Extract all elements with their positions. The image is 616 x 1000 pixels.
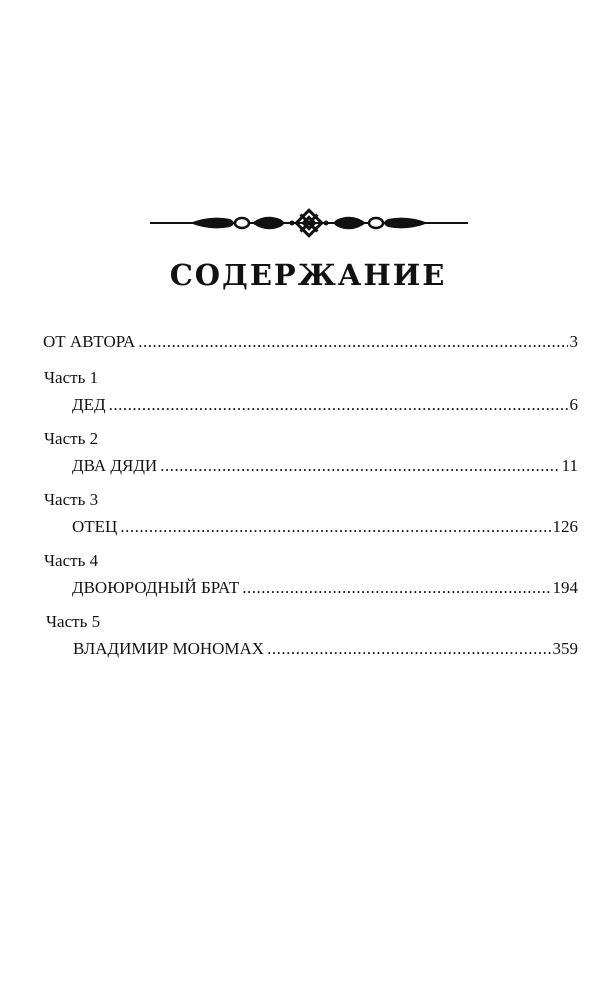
part-heading: Часть 5 <box>46 612 101 631</box>
toc-leader-dots <box>138 332 567 352</box>
toc-leader-dots <box>242 578 550 598</box>
toc-entry[interactable] <box>72 517 578 537</box>
toc-leader-dots <box>160 456 559 476</box>
toc-entry-label: ОТЕЦ <box>72 517 118 536</box>
toc-page-number: 11 <box>561 456 578 475</box>
toc-entry[interactable] <box>72 456 578 476</box>
toc-leader-dots <box>267 639 550 659</box>
toc-leader-dots <box>109 395 568 415</box>
toc-entry-label: ВЛАДИМИР МОНОМАХ <box>73 639 265 658</box>
toc-entry-intro[interactable] <box>43 332 578 352</box>
toc-entry-label: ДВА ДЯДИ <box>72 456 158 475</box>
toc-page-number: 6 <box>569 395 578 414</box>
part-heading: Часть 4 <box>44 551 99 570</box>
toc-page-number: 126 <box>552 517 578 536</box>
toc-entry[interactable] <box>72 395 578 415</box>
toc-entry-label: ДВОЮРОДНЫЙ БРАТ <box>72 578 240 597</box>
toc-entry[interactable] <box>73 639 578 659</box>
part-heading: Часть 2 <box>44 429 99 448</box>
toc-leader-dots <box>120 517 550 537</box>
toc-entry-label: ДЕД <box>72 395 106 414</box>
part-heading: Часть 1 <box>44 368 99 387</box>
part-heading: Часть 3 <box>44 490 99 509</box>
toc-entry[interactable] <box>72 578 578 598</box>
toc-page-number: 359 <box>552 639 578 658</box>
toc-entry-label: ОТ АВТОРА <box>43 332 136 351</box>
ornament-divider-icon <box>150 205 468 241</box>
toc-page-number: 3 <box>569 332 578 351</box>
toc-page-number: 194 <box>552 578 578 597</box>
page-title: СОДЕРЖАНИЕ <box>169 258 447 292</box>
